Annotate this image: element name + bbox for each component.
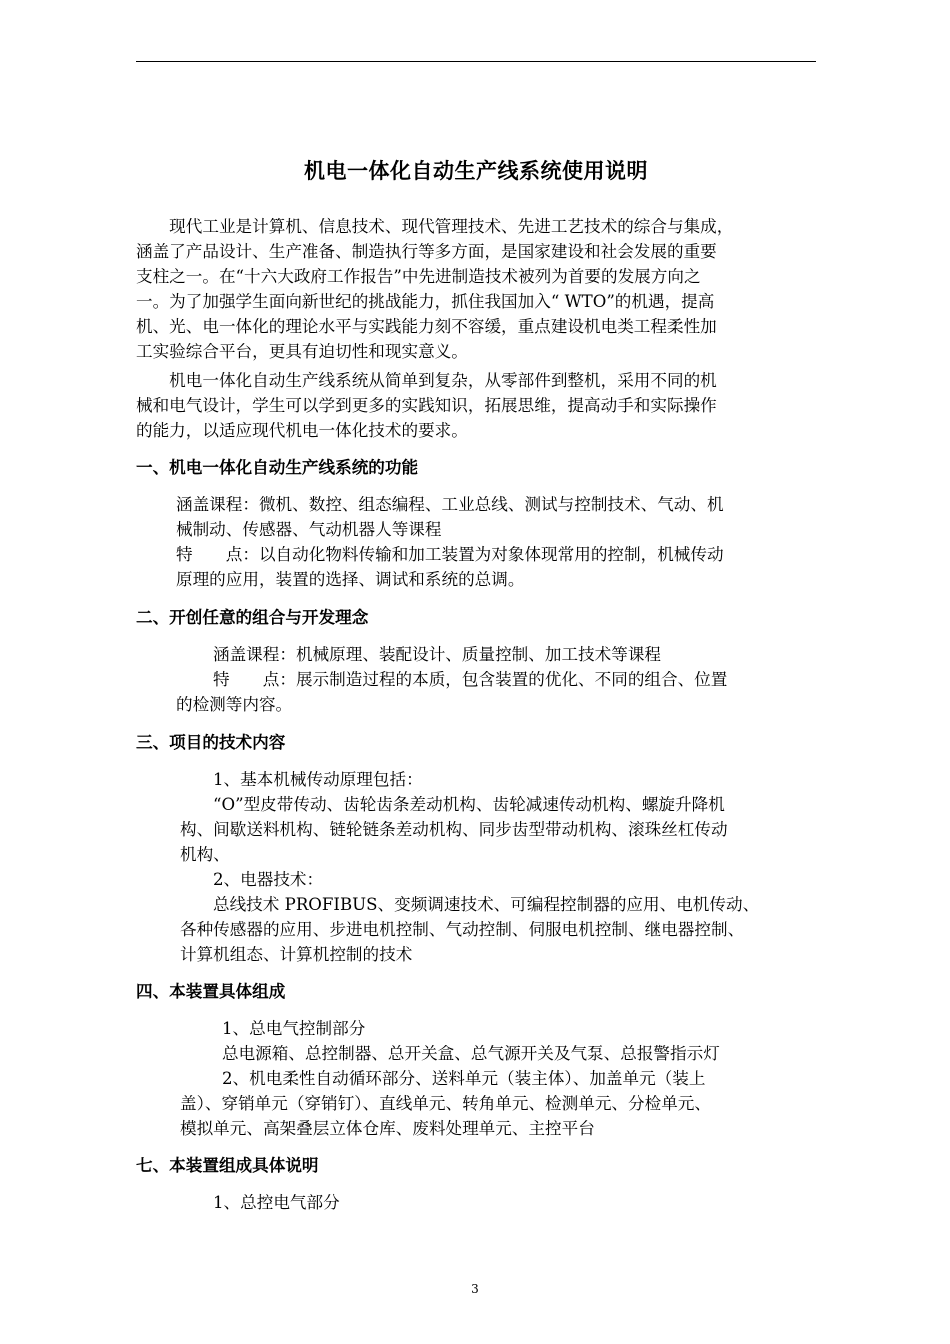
section-7-item-1 (213, 1190, 340, 1215)
page-number: 3 (471, 1282, 479, 1296)
text-line: 机、光、电一体化的理论水平与实践能力刻不容缓，重点建设机电类工程柔性加 (136, 317, 717, 336)
section-3-item-2-body (180, 892, 759, 967)
text-line: 总电源箱、总控制器、总开关盒、总气源开关及气泵、总报警指示灯 (222, 1044, 720, 1063)
text-line: 一。为了加强学生面向新世纪的挑战能力，抓住我国加入“ WTO”的机遇，提高 (136, 292, 715, 311)
text-line: 涵盖课程：机械原理、装配设计、质量控制、加工技术等课程 (213, 645, 662, 664)
text-line: 2、电器技术： (213, 870, 324, 889)
text-line: 1、总电气控制部分 (222, 1019, 366, 1038)
text-line: 构、间歇送料机构、链轮链条差动机构、同步齿型带动机构、滚珠丝杠传动 (180, 820, 728, 839)
section-2-tail (176, 692, 292, 717)
text-line: 盖）、穿销单元（穿销钉）、直线单元、转角单元、检测单元、分检单元、 (180, 1094, 711, 1113)
text-line: 工实验综合平台，更具有迫切性和现实意义。 (136, 342, 468, 361)
text-line: 械和电气设计，学生可以学到更多的实践知识，拓展思维，提高动手和实际操作 (136, 396, 717, 415)
section-1-body (176, 492, 724, 592)
text-line: 的检测等内容。 (176, 695, 293, 714)
intro-paragraph-1 (136, 214, 733, 364)
section-4-item-1 (222, 1016, 720, 1066)
section-3-item-1-title (213, 767, 423, 792)
header-rule (136, 61, 816, 62)
text-line: 模拟单元、高架叠层立体仓库、废料处理单元、主控平台 (180, 1119, 595, 1138)
text-line: 计算机组态、计算机控制的技术 (180, 945, 413, 964)
section-heading-3: 三、项目的技术内容 (136, 733, 286, 752)
text-line: 特 点：以自动化物料传输和加工装置为对象体现常用的控制，机械传动 (176, 545, 724, 564)
section-3-item-1-body (180, 792, 728, 867)
text-line: 各种传感器的应用、步进电机控制、气动控制、伺服电机控制、继电器控制、 (180, 920, 745, 939)
text-line: 1、基本机械传动原理包括： (213, 770, 423, 789)
text-line: 械制动、传感器、气动机器人等课程 (176, 520, 442, 539)
text-line: 原理的应用，装置的选择、调试和系统的总调。 (176, 570, 525, 589)
section-heading-4: 四、本装置具体组成 (136, 982, 286, 1001)
text-line: 2、机电柔性自动循环部分、送料单元（装主体）、加盖单元（装上 (222, 1069, 706, 1088)
section-heading-2: 二、开创任意的组合与开发理念 (136, 608, 369, 627)
text-line: 机电一体化自动生产线系统从简单到复杂，从零部件到整机，采用不同的机 (136, 371, 717, 390)
section-heading-1: 一、机电一体化自动生产线系统的功能 (136, 458, 419, 477)
document-title: 机电一体化自动生产线系统使用说明 (304, 159, 648, 183)
section-2-body (213, 642, 727, 692)
text-line: 特 点：展示制造过程的本质，包含装置的优化、不同的组合、位置 (213, 670, 728, 689)
text-line: 机构、 (180, 845, 230, 864)
section-4-item-2 (180, 1066, 711, 1141)
text-line: 支柱之一。在“十六大政府工作报告”中先进制造技术被列为首要的发展方向之 (136, 267, 701, 286)
section-3-item-2-title (213, 867, 323, 892)
text-line: 的能力，以适应现代机电一体化技术的要求。 (136, 421, 468, 440)
text-line: 涵盖课程：微机、数控、组态编程、工业总线、测试与控制技术、气动、机 (176, 495, 724, 514)
text-line: 1、总控电气部分 (213, 1193, 340, 1212)
text-line: 总线技术 PROFIBUS、变频调速技术、可编程控制器的应用、电机传动、 (213, 895, 760, 914)
text-line: 现代工业是计算机、信息技术、现代管理技术、先进工艺技术的综合与集成， (136, 217, 734, 236)
text-line: 涵盖了产品设计、生产准备、制造执行等多方面，是国家建设和社会发展的重要 (136, 242, 717, 261)
intro-paragraph-2 (136, 368, 717, 443)
section-heading-7: 七、本装置组成具体说明 (136, 1156, 319, 1175)
text-line: “O”型皮带传动、齿轮齿条差动机构、齿轮减速传动机构、螺旋升降机 (213, 795, 725, 814)
